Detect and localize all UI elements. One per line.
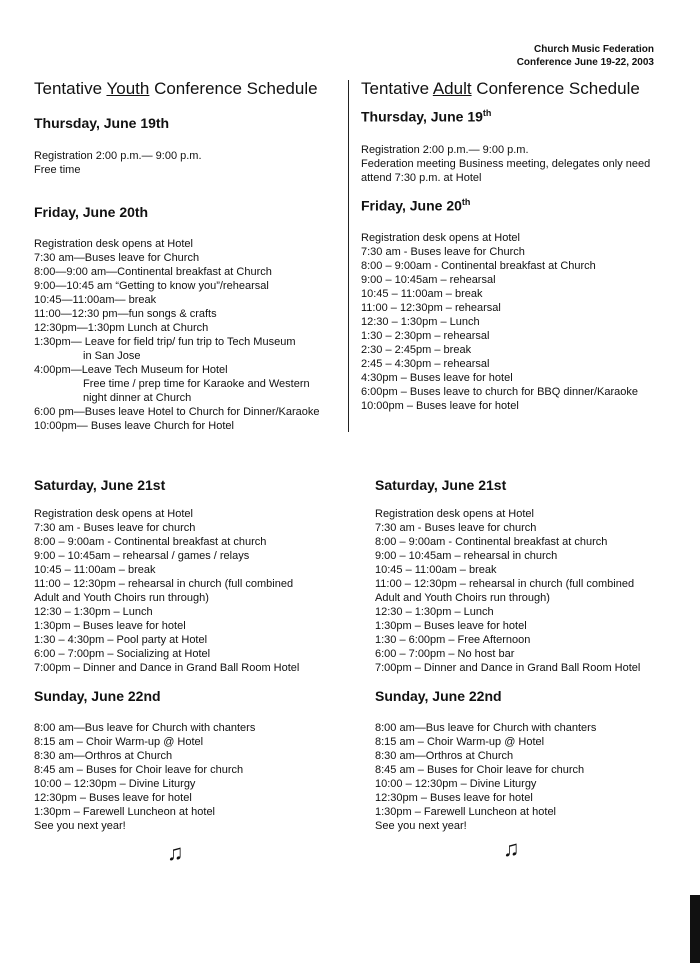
adult-sat-heading: Saturday, June 21st — [375, 477, 507, 493]
list-item: 2:45 – 4:30pm – rehearsal — [361, 358, 490, 370]
list-item: 12:30 – 1:30pm – Lunch — [34, 606, 153, 618]
list-item: 10:00pm – Buses leave for hotel — [361, 400, 519, 412]
list-item: 8:30 am—Orthros at Church — [34, 750, 173, 762]
list-item: 8:00 am—Bus leave for Church with chanters — [375, 722, 597, 734]
list-item: Free time — [34, 164, 81, 176]
music-note-icon: ♫ — [167, 840, 184, 865]
document-header — [517, 43, 654, 69]
list-item: 6:00 – 7:00pm – No host bar — [375, 648, 515, 660]
adult-thu-heading-text: Thursday, June 19 — [361, 108, 483, 125]
list-item: Registration desk opens at Hotel — [34, 238, 193, 250]
list-item: 6:00pm – Buses leave to church for BBQ dinner/Karaoke — [361, 386, 638, 398]
list-item: night dinner at Church — [83, 392, 192, 404]
adult-fri-heading — [361, 197, 470, 214]
list-item: attend 7:30 p.m. at Hotel — [361, 172, 482, 184]
list-item: 8:00 – 9:00am - Continental breakfast at church — [375, 536, 608, 548]
list-item: 8:00—9:00 am—Continental breakfast at Church — [34, 266, 272, 278]
list-item: 1:30pm – Buses leave for hotel — [375, 620, 527, 632]
list-item: Registration 2:00 p.m.— 9:00 p.m. — [361, 144, 529, 156]
list-item: 11:00 – 12:30pm – rehearsal in church (full combined — [34, 578, 294, 590]
list-item: Registration desk opens at Hotel — [34, 508, 193, 520]
adult-title-prefix: Tentative — [361, 79, 433, 98]
list-item: 10:45 – 11:00am – break — [375, 564, 497, 576]
list-item: Registration 2:00 p.m.— 9:00 p.m. — [34, 150, 202, 162]
adult-title-suffix: Conference Schedule — [471, 79, 640, 98]
list-item: 1:30 – 4:30pm – Pool party at Hotel — [34, 634, 208, 646]
conference-dates: Conference June 19-22, 2003 — [516, 57, 654, 68]
list-item: 10:00 – 12:30pm – Divine Liturgy — [375, 778, 537, 790]
list-item: 4:00pm—Leave Tech Museum for Hotel — [34, 364, 228, 376]
list-item: Adult and Youth Choirs run through) — [375, 592, 550, 604]
org-name: Church Music Federation — [533, 44, 654, 55]
list-item: 1:30pm – Farewell Luncheon at hotel — [34, 806, 216, 818]
list-item: Registration desk opens at Hotel — [375, 508, 534, 520]
list-item: 10:00 – 12:30pm – Divine Liturgy — [34, 778, 196, 790]
adult-sun-heading: Sunday, June 22nd — [375, 688, 502, 704]
list-item: 12:30 – 1:30pm – Lunch — [361, 316, 480, 328]
list-item: in San Jose — [83, 350, 141, 362]
list-item: 7:30 am—Buses leave for Church — [34, 252, 200, 264]
column-divider — [348, 80, 349, 432]
youth-title-underlined: Youth — [106, 79, 150, 98]
list-item: 10:00pm— Buses leave Church for Hotel — [34, 420, 234, 432]
adult-fri-heading-text: Friday, June 20 — [361, 197, 462, 214]
list-item: 10:45—11:00am— break — [34, 294, 157, 306]
list-item: 7:00pm – Dinner and Dance in Grand Ball Room Hotel — [34, 662, 300, 674]
list-item: Registration desk opens at Hotel — [361, 232, 520, 244]
list-item: 9:00 – 10:45am – rehearsal in church — [375, 550, 558, 562]
list-item: 8:00 – 9:00am - Continental breakfast at church — [34, 536, 267, 548]
list-item: 7:30 am - Buses leave for church — [375, 522, 537, 534]
list-item: 10:45 – 11:00am – break — [361, 288, 483, 300]
list-item: Free time / prep time for Karaoke and Western — [83, 378, 310, 390]
list-item: 6:00 pm—Buses leave Hotel to Church for Dinner/Karaoke — [34, 406, 320, 418]
list-item: Adult and Youth Choirs run through) — [34, 592, 209, 604]
adult-sat-list — [375, 507, 640, 675]
list-item: 1:30pm – Buses leave for hotel — [34, 620, 186, 632]
adult-sun-list — [375, 721, 596, 833]
adult-thu-list — [361, 143, 650, 185]
list-item: 9:00—10:45 am “Getting to know you”/rehearsal — [34, 280, 269, 292]
list-item: 7:30 am - Buses leave for Church — [361, 246, 525, 258]
youth-fri-heading: Friday, June 20th — [34, 204, 149, 220]
list-item: 8:00 – 9:00am - Continental breakfast at Church — [361, 260, 596, 272]
list-item: 1:30pm— Leave for field trip/ fun trip to Tech Museum — [34, 336, 296, 348]
list-item: 8:30 am—Orthros at Church — [375, 750, 514, 762]
list-item: Federation meeting Business meeting, delegates only need — [361, 158, 651, 170]
adult-thu-heading — [361, 108, 491, 125]
youth-title — [34, 79, 318, 99]
list-item: 2:30 – 2:45pm – break — [361, 344, 472, 356]
list-item: 8:00 am—Bus leave for Church with chanters — [34, 722, 256, 734]
adult-title — [361, 79, 640, 99]
list-item: 9:00 – 10:45am – rehearsal — [361, 274, 496, 286]
youth-sun-list — [34, 721, 255, 833]
youth-sat-heading: Saturday, June 21st — [34, 477, 166, 493]
list-item: 12:30pm—1:30pm Lunch at Church — [34, 322, 209, 334]
list-item: See you next year! — [34, 820, 126, 832]
list-item: 7:30 am - Buses leave for church — [34, 522, 196, 534]
list-item: 11:00 – 12:30pm – rehearsal in church (full combined — [375, 578, 635, 590]
adult-title-underlined: Adult — [432, 79, 472, 98]
list-item: 8:45 am – Buses for Choir leave for church — [375, 764, 585, 776]
adult-thu-heading-sup: th — [482, 108, 492, 118]
list-item: 8:15 am – Choir Warm-up @ Hotel — [375, 736, 545, 748]
list-item: 1:30 – 6:00pm – Free Afternoon — [375, 634, 531, 646]
youth-sat-list — [34, 507, 299, 675]
youth-fri-list — [34, 237, 320, 433]
list-item: 1:30pm – Farewell Luncheon at hotel — [375, 806, 557, 818]
list-item: 11:00 – 12:30pm – rehearsal — [361, 302, 501, 314]
list-item: 9:00 – 10:45am – rehearsal / games / relays — [34, 550, 250, 562]
music-note-icon: ♫ — [503, 836, 520, 861]
youth-sun-heading: Sunday, June 22nd — [34, 688, 161, 704]
list-item: 12:30pm – Buses leave for hotel — [375, 792, 533, 804]
youth-title-prefix: Tentative — [34, 79, 107, 98]
list-item: 6:00 – 7:00pm – Socializing at Hotel — [34, 648, 211, 660]
youth-title-suffix: Conference Schedule — [149, 79, 318, 98]
adult-fri-list — [361, 231, 638, 413]
list-item: See you next year! — [375, 820, 467, 832]
list-item: 12:30 – 1:30pm – Lunch — [375, 606, 494, 618]
scan-edge-mark — [690, 895, 700, 963]
list-item: 4:30pm – Buses leave for hotel — [361, 372, 513, 384]
list-item: 7:00pm – Dinner and Dance in Grand Ball Room Hotel — [375, 662, 641, 674]
youth-thu-heading: Thursday, June 19th — [34, 115, 170, 131]
youth-thu-list — [34, 149, 202, 177]
list-item: 8:45 am – Buses for Choir leave for church — [34, 764, 244, 776]
list-item: 1:30 – 2:30pm – rehearsal — [361, 330, 490, 342]
list-item: 11:00—12:30 pm—fun songs & crafts — [34, 308, 217, 320]
adult-fri-heading-sup: th — [461, 197, 471, 207]
list-item: 10:45 – 11:00am – break — [34, 564, 156, 576]
list-item: 12:30pm – Buses leave for hotel — [34, 792, 192, 804]
list-item: 8:15 am – Choir Warm-up @ Hotel — [34, 736, 204, 748]
